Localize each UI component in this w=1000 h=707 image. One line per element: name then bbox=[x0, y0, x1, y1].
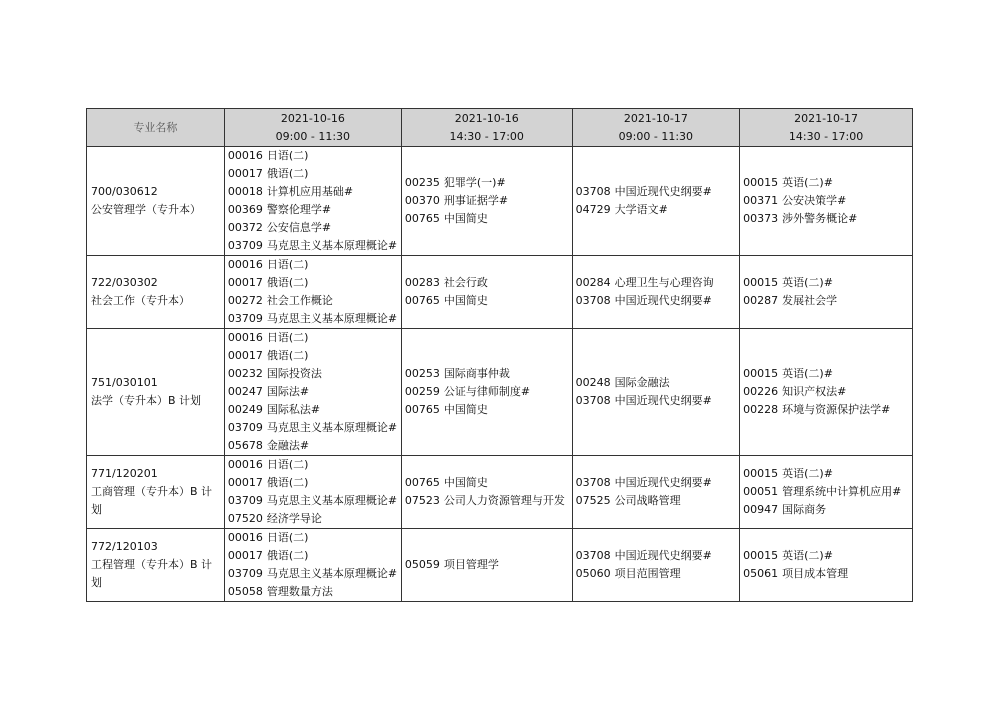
course-entry bbox=[576, 374, 737, 392]
table-row bbox=[87, 147, 913, 256]
course-entry bbox=[405, 556, 569, 574]
session-cell bbox=[401, 329, 572, 456]
course-entry bbox=[743, 192, 909, 210]
course-entry bbox=[228, 329, 398, 347]
course-code: 00016 bbox=[227, 258, 263, 271]
exam-schedule-table bbox=[86, 108, 913, 602]
course-entry bbox=[405, 274, 569, 292]
course-code: 00017 bbox=[227, 349, 263, 362]
course-title: 英语(二)# bbox=[782, 276, 833, 289]
course-code: 00016 bbox=[227, 149, 263, 162]
course-entry bbox=[405, 401, 569, 419]
session-header bbox=[401, 109, 572, 147]
course-title: 知识产权法# bbox=[782, 385, 847, 398]
course-title: 项目成本管理 bbox=[782, 567, 849, 580]
course-entry bbox=[743, 483, 909, 501]
session-cell bbox=[224, 529, 401, 602]
course-code: 00765 bbox=[404, 476, 440, 489]
course-code: 03709 bbox=[227, 312, 263, 325]
course-entry bbox=[576, 565, 737, 583]
course-title: 管理数量方法 bbox=[266, 585, 333, 598]
table-row bbox=[87, 329, 913, 456]
course-entry bbox=[743, 401, 909, 419]
schedule-body bbox=[87, 147, 913, 602]
session-header bbox=[224, 109, 401, 147]
course-code: 07523 bbox=[404, 494, 440, 507]
course-title: 俄语(二) bbox=[266, 549, 309, 562]
table-row bbox=[87, 529, 913, 602]
course-title: 公司人力资源管理与开发 bbox=[443, 494, 565, 507]
course-title: 俄语(二) bbox=[266, 476, 309, 489]
course-entry bbox=[228, 237, 398, 255]
course-code: 00283 bbox=[404, 276, 440, 289]
course-entry bbox=[743, 365, 909, 383]
course-title: 经济学导论 bbox=[266, 512, 322, 525]
course-title: 马克思主义基本原理概论# bbox=[266, 494, 398, 507]
course-entry bbox=[576, 274, 737, 292]
course-entry bbox=[743, 210, 909, 228]
course-code: 00248 bbox=[575, 376, 611, 389]
major-name: 工商管理（专升本）B 计划 bbox=[91, 485, 213, 516]
course-title: 英语(二)# bbox=[782, 367, 833, 380]
course-entry bbox=[228, 456, 398, 474]
course-title: 马克思主义基本原理概论# bbox=[266, 312, 398, 325]
course-code: 07520 bbox=[227, 512, 263, 525]
course-entry bbox=[228, 347, 398, 365]
session-date: 2021-10-17 bbox=[794, 111, 859, 125]
major-name: 工程管理（专升本）B 计划 bbox=[91, 558, 213, 589]
course-entry bbox=[743, 565, 909, 583]
course-entry bbox=[405, 474, 569, 492]
course-code: 05059 bbox=[404, 558, 440, 571]
course-code: 00015 bbox=[743, 176, 779, 189]
course-code: 00015 bbox=[743, 367, 779, 380]
course-title: 中国近现代史纲要# bbox=[614, 394, 712, 407]
course-code: 00016 bbox=[227, 458, 263, 471]
course-entry bbox=[228, 274, 398, 292]
course-entry bbox=[405, 492, 569, 510]
course-title: 马克思主义基本原理概论# bbox=[266, 567, 398, 580]
course-title: 警察伦理学# bbox=[266, 203, 332, 216]
major-cell bbox=[87, 256, 225, 329]
course-code: 00017 bbox=[227, 167, 263, 180]
table-row bbox=[87, 256, 913, 329]
course-code: 00287 bbox=[743, 294, 779, 307]
course-code: 00369 bbox=[227, 203, 263, 216]
course-title: 俄语(二) bbox=[266, 167, 309, 180]
table-row bbox=[87, 456, 913, 529]
header-row bbox=[87, 109, 913, 147]
course-code: 00017 bbox=[227, 276, 263, 289]
course-entry bbox=[228, 310, 398, 328]
course-title: 公司战略管理 bbox=[614, 494, 681, 507]
course-entry bbox=[228, 292, 398, 310]
course-entry bbox=[576, 492, 737, 510]
course-entry bbox=[228, 401, 398, 419]
session-cell bbox=[740, 456, 913, 529]
course-code: 00284 bbox=[575, 276, 611, 289]
course-title: 心理卫生与心理咨询 bbox=[614, 276, 714, 289]
course-entry bbox=[405, 192, 569, 210]
major-column-header: 专业名称 bbox=[87, 109, 225, 147]
course-code: 03709 bbox=[227, 567, 263, 580]
course-entry bbox=[228, 201, 398, 219]
course-code: 00272 bbox=[227, 294, 263, 307]
major-cell bbox=[87, 456, 225, 529]
course-code: 00259 bbox=[404, 385, 440, 398]
session-header bbox=[740, 109, 913, 147]
course-title: 英语(二)# bbox=[782, 549, 833, 562]
course-code: 00015 bbox=[743, 467, 779, 480]
course-code: 00372 bbox=[227, 221, 263, 234]
course-entry bbox=[228, 147, 398, 165]
course-title: 俄语(二) bbox=[266, 276, 309, 289]
course-title: 刑事证据学# bbox=[443, 194, 509, 207]
course-entry bbox=[405, 210, 569, 228]
course-code: 00370 bbox=[404, 194, 440, 207]
course-code: 05061 bbox=[743, 567, 779, 580]
course-title: 日语(二) bbox=[266, 331, 309, 344]
course-code: 00371 bbox=[743, 194, 779, 207]
session-cell bbox=[572, 529, 740, 602]
session-cell bbox=[401, 529, 572, 602]
session-header bbox=[572, 109, 740, 147]
course-code: 00247 bbox=[227, 385, 263, 398]
course-entry bbox=[405, 365, 569, 383]
course-title: 项目管理学 bbox=[443, 558, 499, 571]
course-entry bbox=[228, 183, 398, 201]
course-code: 03709 bbox=[227, 239, 263, 252]
course-title: 管理系统中计算机应用# bbox=[782, 485, 902, 498]
course-title: 日语(二) bbox=[266, 149, 309, 162]
session-cell bbox=[401, 256, 572, 329]
course-code: 03708 bbox=[575, 185, 611, 198]
course-code: 03709 bbox=[227, 421, 263, 434]
course-title: 中国近现代史纲要# bbox=[614, 476, 712, 489]
course-title: 国际法# bbox=[266, 385, 310, 398]
course-entry bbox=[743, 274, 909, 292]
course-entry bbox=[228, 219, 398, 237]
course-title: 社会行政 bbox=[443, 276, 488, 289]
course-title: 国际私法# bbox=[266, 403, 321, 416]
course-code: 00947 bbox=[743, 503, 779, 516]
session-date: 2021-10-16 bbox=[454, 111, 519, 125]
course-entry bbox=[228, 365, 398, 383]
course-entry bbox=[228, 419, 398, 437]
course-code: 00765 bbox=[404, 212, 440, 225]
course-entry bbox=[743, 547, 909, 565]
course-entry bbox=[576, 392, 737, 410]
major-code: 751/030101 bbox=[91, 376, 158, 389]
session-cell bbox=[572, 256, 740, 329]
session-cell bbox=[224, 456, 401, 529]
course-entry bbox=[228, 383, 398, 401]
course-code: 03709 bbox=[227, 494, 263, 507]
session-date: 2021-10-16 bbox=[280, 111, 345, 125]
course-title: 环境与资源保护法学# bbox=[782, 403, 891, 416]
course-code: 00765 bbox=[404, 294, 440, 307]
course-code: 05058 bbox=[227, 585, 263, 598]
course-code: 00015 bbox=[743, 276, 779, 289]
course-entry bbox=[576, 201, 737, 219]
course-code: 03708 bbox=[575, 294, 611, 307]
course-entry bbox=[228, 583, 398, 601]
course-title: 中国近现代史纲要# bbox=[614, 549, 712, 562]
course-entry bbox=[228, 256, 398, 274]
course-title: 俄语(二) bbox=[266, 349, 309, 362]
course-title: 中国简史 bbox=[443, 403, 488, 416]
course-entry bbox=[405, 383, 569, 401]
session-time: 09:00 - 11:30 bbox=[275, 129, 351, 143]
course-title: 中国近现代史纲要# bbox=[614, 185, 712, 198]
course-title: 大学语文# bbox=[614, 203, 668, 216]
course-title: 国际金融法 bbox=[614, 376, 670, 389]
session-cell bbox=[740, 529, 913, 602]
course-code: 00228 bbox=[743, 403, 779, 416]
course-title: 金融法# bbox=[266, 439, 310, 452]
course-title: 马克思主义基本原理概论# bbox=[266, 239, 398, 252]
course-entry bbox=[228, 565, 398, 583]
session-cell bbox=[740, 329, 913, 456]
session-time: 14:30 - 17:00 bbox=[788, 129, 864, 143]
course-entry bbox=[228, 165, 398, 183]
course-title: 中国简史 bbox=[443, 212, 488, 225]
course-title: 计算机应用基础# bbox=[266, 185, 354, 198]
course-code: 00253 bbox=[404, 367, 440, 380]
session-cell bbox=[740, 147, 913, 256]
course-entry bbox=[743, 292, 909, 310]
course-entry bbox=[228, 437, 398, 455]
major-code: 700/030612 bbox=[91, 185, 158, 198]
course-code: 07525 bbox=[575, 494, 611, 507]
course-title: 公证与律师制度# bbox=[443, 385, 531, 398]
course-entry bbox=[576, 183, 737, 201]
course-title: 公安决策学# bbox=[782, 194, 847, 207]
course-title: 英语(二)# bbox=[782, 176, 833, 189]
major-cell bbox=[87, 147, 225, 256]
course-entry bbox=[405, 174, 569, 192]
session-cell bbox=[224, 256, 401, 329]
major-name: 法学（专升本）B 计划 bbox=[91, 394, 202, 407]
session-cell bbox=[572, 147, 740, 256]
course-code: 00051 bbox=[743, 485, 779, 498]
course-entry bbox=[228, 474, 398, 492]
course-entry bbox=[743, 465, 909, 483]
course-entry bbox=[228, 510, 398, 528]
session-date: 2021-10-17 bbox=[623, 111, 688, 125]
course-title: 犯罪学(一)# bbox=[443, 176, 506, 189]
major-cell bbox=[87, 529, 225, 602]
course-code: 00249 bbox=[227, 403, 263, 416]
course-code: 03708 bbox=[575, 394, 611, 407]
course-title: 中国简史 bbox=[443, 476, 488, 489]
course-title: 马克思主义基本原理概论# bbox=[266, 421, 398, 434]
session-cell bbox=[572, 456, 740, 529]
course-entry bbox=[228, 547, 398, 565]
course-code: 00016 bbox=[227, 531, 263, 544]
course-code: 00015 bbox=[743, 549, 779, 562]
session-time: 09:00 - 11:30 bbox=[618, 129, 694, 143]
major-name: 社会工作（专升本） bbox=[91, 294, 190, 307]
course-entry bbox=[576, 474, 737, 492]
course-code: 04729 bbox=[575, 203, 611, 216]
course-entry bbox=[576, 292, 737, 310]
major-code: 722/030302 bbox=[91, 276, 158, 289]
course-code: 05060 bbox=[575, 567, 611, 580]
course-title: 英语(二)# bbox=[782, 467, 833, 480]
course-title: 日语(二) bbox=[266, 531, 309, 544]
course-code: 00226 bbox=[743, 385, 779, 398]
course-code: 03708 bbox=[575, 549, 611, 562]
course-code: 00235 bbox=[404, 176, 440, 189]
course-entry bbox=[743, 174, 909, 192]
course-code: 00017 bbox=[227, 549, 263, 562]
course-title: 日语(二) bbox=[266, 258, 309, 271]
course-code: 00373 bbox=[743, 212, 779, 225]
course-title: 中国简史 bbox=[443, 294, 488, 307]
course-entry bbox=[576, 547, 737, 565]
session-cell bbox=[401, 456, 572, 529]
course-entry bbox=[405, 292, 569, 310]
course-title: 国际商务 bbox=[782, 503, 827, 516]
course-code: 05678 bbox=[227, 439, 263, 452]
course-code: 00765 bbox=[404, 403, 440, 416]
course-code: 00016 bbox=[227, 331, 263, 344]
course-entry bbox=[228, 492, 398, 510]
session-cell bbox=[401, 147, 572, 256]
course-title: 日语(二) bbox=[266, 458, 309, 471]
course-title: 公安信息学# bbox=[266, 221, 332, 234]
course-code: 00017 bbox=[227, 476, 263, 489]
session-cell bbox=[740, 256, 913, 329]
session-time: 14:30 - 17:00 bbox=[449, 129, 524, 143]
course-entry bbox=[743, 383, 909, 401]
course-title: 社会工作概论 bbox=[266, 294, 333, 307]
course-title: 国际投资法 bbox=[266, 367, 322, 380]
session-cell bbox=[224, 329, 401, 456]
course-code: 00018 bbox=[227, 185, 263, 198]
course-title: 国际商事仲裁 bbox=[443, 367, 510, 380]
major-code: 772/120103 bbox=[91, 540, 158, 553]
major-code: 771/120201 bbox=[91, 467, 158, 480]
course-title: 中国近现代史纲要# bbox=[614, 294, 712, 307]
course-entry bbox=[743, 501, 909, 519]
course-entry bbox=[228, 529, 398, 547]
course-title: 项目范围管理 bbox=[614, 567, 681, 580]
course-code: 03708 bbox=[575, 476, 611, 489]
major-name: 公安管理学（专升本） bbox=[91, 203, 201, 216]
session-cell bbox=[224, 147, 401, 256]
course-title: 发展社会学 bbox=[782, 294, 838, 307]
course-title: 涉外警务概论# bbox=[782, 212, 858, 225]
course-code: 00232 bbox=[227, 367, 263, 380]
major-cell bbox=[87, 329, 225, 456]
session-cell bbox=[572, 329, 740, 456]
